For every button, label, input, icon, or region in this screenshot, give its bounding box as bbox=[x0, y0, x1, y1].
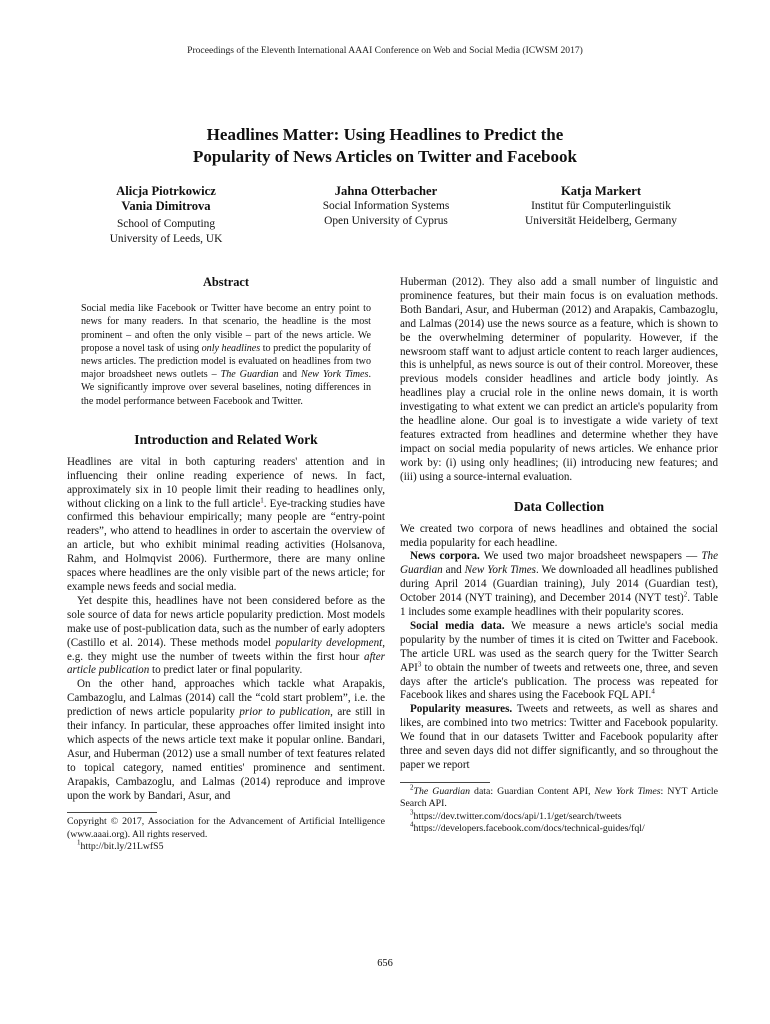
data-collection-body bbox=[400, 523, 718, 773]
footnote-1: $^1$http://bit.ly/21LwfS5 bbox=[77, 839, 164, 853]
footnote-mark: 1 bbox=[260, 495, 264, 504]
page-number: 656 bbox=[377, 958, 393, 969]
author-group-heidelberg bbox=[496, 184, 706, 229]
footnote-divider bbox=[67, 812, 157, 813]
introduction-body bbox=[67, 456, 385, 804]
author-name: Vania Dimitrova bbox=[121, 199, 211, 213]
abstract-heading: Abstract bbox=[202, 275, 250, 289]
affiliation-line: Institut für Computerlinguistik bbox=[531, 200, 671, 212]
copyright-notice: Copyright © 2017, Association for the Advancement of Artificial Intelligence (www.aaai.org). All rights reserved. bbox=[67, 816, 385, 840]
abstract bbox=[67, 276, 385, 408]
author-name: Katja Markert bbox=[560, 184, 642, 198]
author-name: Alicja Piotrkowicz bbox=[116, 184, 216, 198]
footnote-mark: 2 bbox=[683, 590, 688, 599]
paragraph: On the other hand, approaches which tackle what Arapakis, Cambazoglu, and Lalmas (2014) call the “cold start problem”, i.e. the prediction of news article popularity prior to publication, are still in their infancy. In particular, these approaches offer limited insight into which aspects of the news article text make it popular online. Bandari, Asur, and Huberman (2012) use a small number of text features related to topical category, named entities' prominence and sentiment. Arapakis, Cambazoglu, and Lalmas (2014) reproduce and improve upon the work by Bandari, Asur, and bbox=[67, 678, 385, 802]
footnote-mark: 3 bbox=[417, 659, 422, 668]
affiliation-line: Open University of Cyprus bbox=[324, 215, 448, 227]
title-line-1: Headlines Matter: Using Headlines to Predict the bbox=[206, 125, 564, 144]
footnote-2: $^2$The Guardian data: Guardian Content API, New York Times: NYT Article Search API. bbox=[400, 783, 718, 810]
author-group-leeds bbox=[66, 184, 266, 247]
right-column bbox=[400, 276, 718, 836]
author-block bbox=[66, 184, 706, 254]
affiliation-line: School of Computing bbox=[116, 218, 216, 230]
author-name: Jahna Otterbacher bbox=[334, 184, 438, 198]
abstract-text: Social media like Facebook or Twitter have become an entry point to news for many readers. In that scenario, the headline is the most prominent – and often the only visible – part of the news article. We propose a novel task of using only headlines to predict the popularity of news articles. The prediction model is evaluated on headlines from two major broadsheet news outlets – The Guardian and New York Times. We significantly improve over several baselines, noting differences in the model performance between Facebook and Twitter. bbox=[81, 303, 371, 407]
paragraph-popularity-measures: Popularity measures. Tweets and retweets, as well as shares and likes, are combined into two metrics: Twitter and Facebook popularity. We found that in our datasets Twitter and Facebook popularity after three and seven days did not differ significantly, and so throughout the paper we report bbox=[400, 703, 718, 771]
affiliation-line: University of Leeds, UK bbox=[109, 233, 223, 245]
paragraph: Headlines are vital in both capturing readers' attention and in influencing their online reading experience of news. In fact, approximately six in 10 people limit their reading to headlines only, without clicking on a link to the full article$^1$. Eye-tracking studies have confirmed this behaviour empirically; many people are “entry-point readers”, who attend to headlines in order to ascertain the overview of an article, but who exhibit minimal reading activities (Holsanova, Rahm, and Holmqvist 2006). Furthermore, there are many online spaces where headlines are the only visible part of the news article; for example news feeds and social media. bbox=[67, 455, 385, 593]
paragraph-news-corpora: News corpora. We used two major broadsheet newspapers — The Guardian and New York Times. We downloaded all headlines published during April 2014 (Guardian training), July 2014 (Guardian test), October 2014 (NYT training), and December 2014 (NYT test)$^2$. Table 1 includes some example headlines with their popularity scores. bbox=[400, 550, 718, 619]
footnote-divider bbox=[400, 782, 490, 783]
author-group-cyprus bbox=[286, 184, 486, 229]
paragraph-social-media-data: Social media data. We measure a news article's social media popularity by the number of times it is cited on Twitter and Facebook. The article URL was used as the search query for the Twitter Search API$^3$ to obtain the number of tweets and retweets one, three, and seven days after the article's publication. The process was repeated for Facebook likes and shares using the Facebook FQL API.$^4$ bbox=[400, 619, 718, 702]
footnote-4: $^4$https://developers.facebook.com/docs/technical-guides/fql/ bbox=[410, 820, 645, 835]
footnote-mark: 4 bbox=[651, 687, 655, 696]
paragraph: We created two corpora of news headlines and obtained the social media popularity for each headline. bbox=[400, 522, 718, 549]
paper-title bbox=[60, 124, 710, 168]
section-heading-introduction: Introduction and Related Work bbox=[134, 431, 318, 447]
left-column bbox=[67, 276, 385, 854]
title-line-2: Popularity of News Articles on Twitter and Facebook bbox=[193, 147, 577, 166]
paragraph: Yet despite this, headlines have not been considered before as the sole source of data for news article popularity prediction. Most models make use of post-publication data, such as the number of early adopters (Castillo et al. 2014). These methods model popularity development, e.g. they might use the number of tweets within the first hour after article publication to predict later or final popularity. bbox=[67, 594, 385, 677]
affiliation-line: Social Information Systems bbox=[322, 200, 450, 212]
introduction-continued bbox=[400, 276, 718, 485]
footnote-3: $^3$https://dev.twitter.com/docs/api/1.1/get/search/tweets bbox=[410, 808, 622, 822]
section-heading-data-collection: Data Collection bbox=[513, 498, 605, 514]
paragraph: Huberman (2012). They also add a small number of linguistic and prominence features, but their main focus is on evaluation methods. Both Bandari, Asur, and Huberman (2012) and Arapakis, Cambazoglu, and Lalmas (2014) use the news source as a feature, which is shown to be the overwhelming determiner of popularity. However, if the newsroom staff want to adjust article content to reach larger audiences, this is unhelpful, as news source is out of their control. Moreover, these previous models consider headlines and article body jointly. As headlines play a crucial role in the online news domain, it is worth investigating to what extent we can predict an article's popularity from the headline alone. Our goal is to investigate a wide variety of text features extracted from headlines and determine whether they have impact on social media popularity of news articles. We enhance prior work by: (i) using only headlines; (ii) introducing new features; and (iii) using a source-internal evaluation. bbox=[400, 276, 718, 483]
affiliation-line: Universität Heidelberg, Germany bbox=[525, 215, 677, 227]
running-header: Proceedings of the Eleventh International AAAI Conference on Web and Social Media (ICWSM 2017) bbox=[187, 45, 583, 56]
